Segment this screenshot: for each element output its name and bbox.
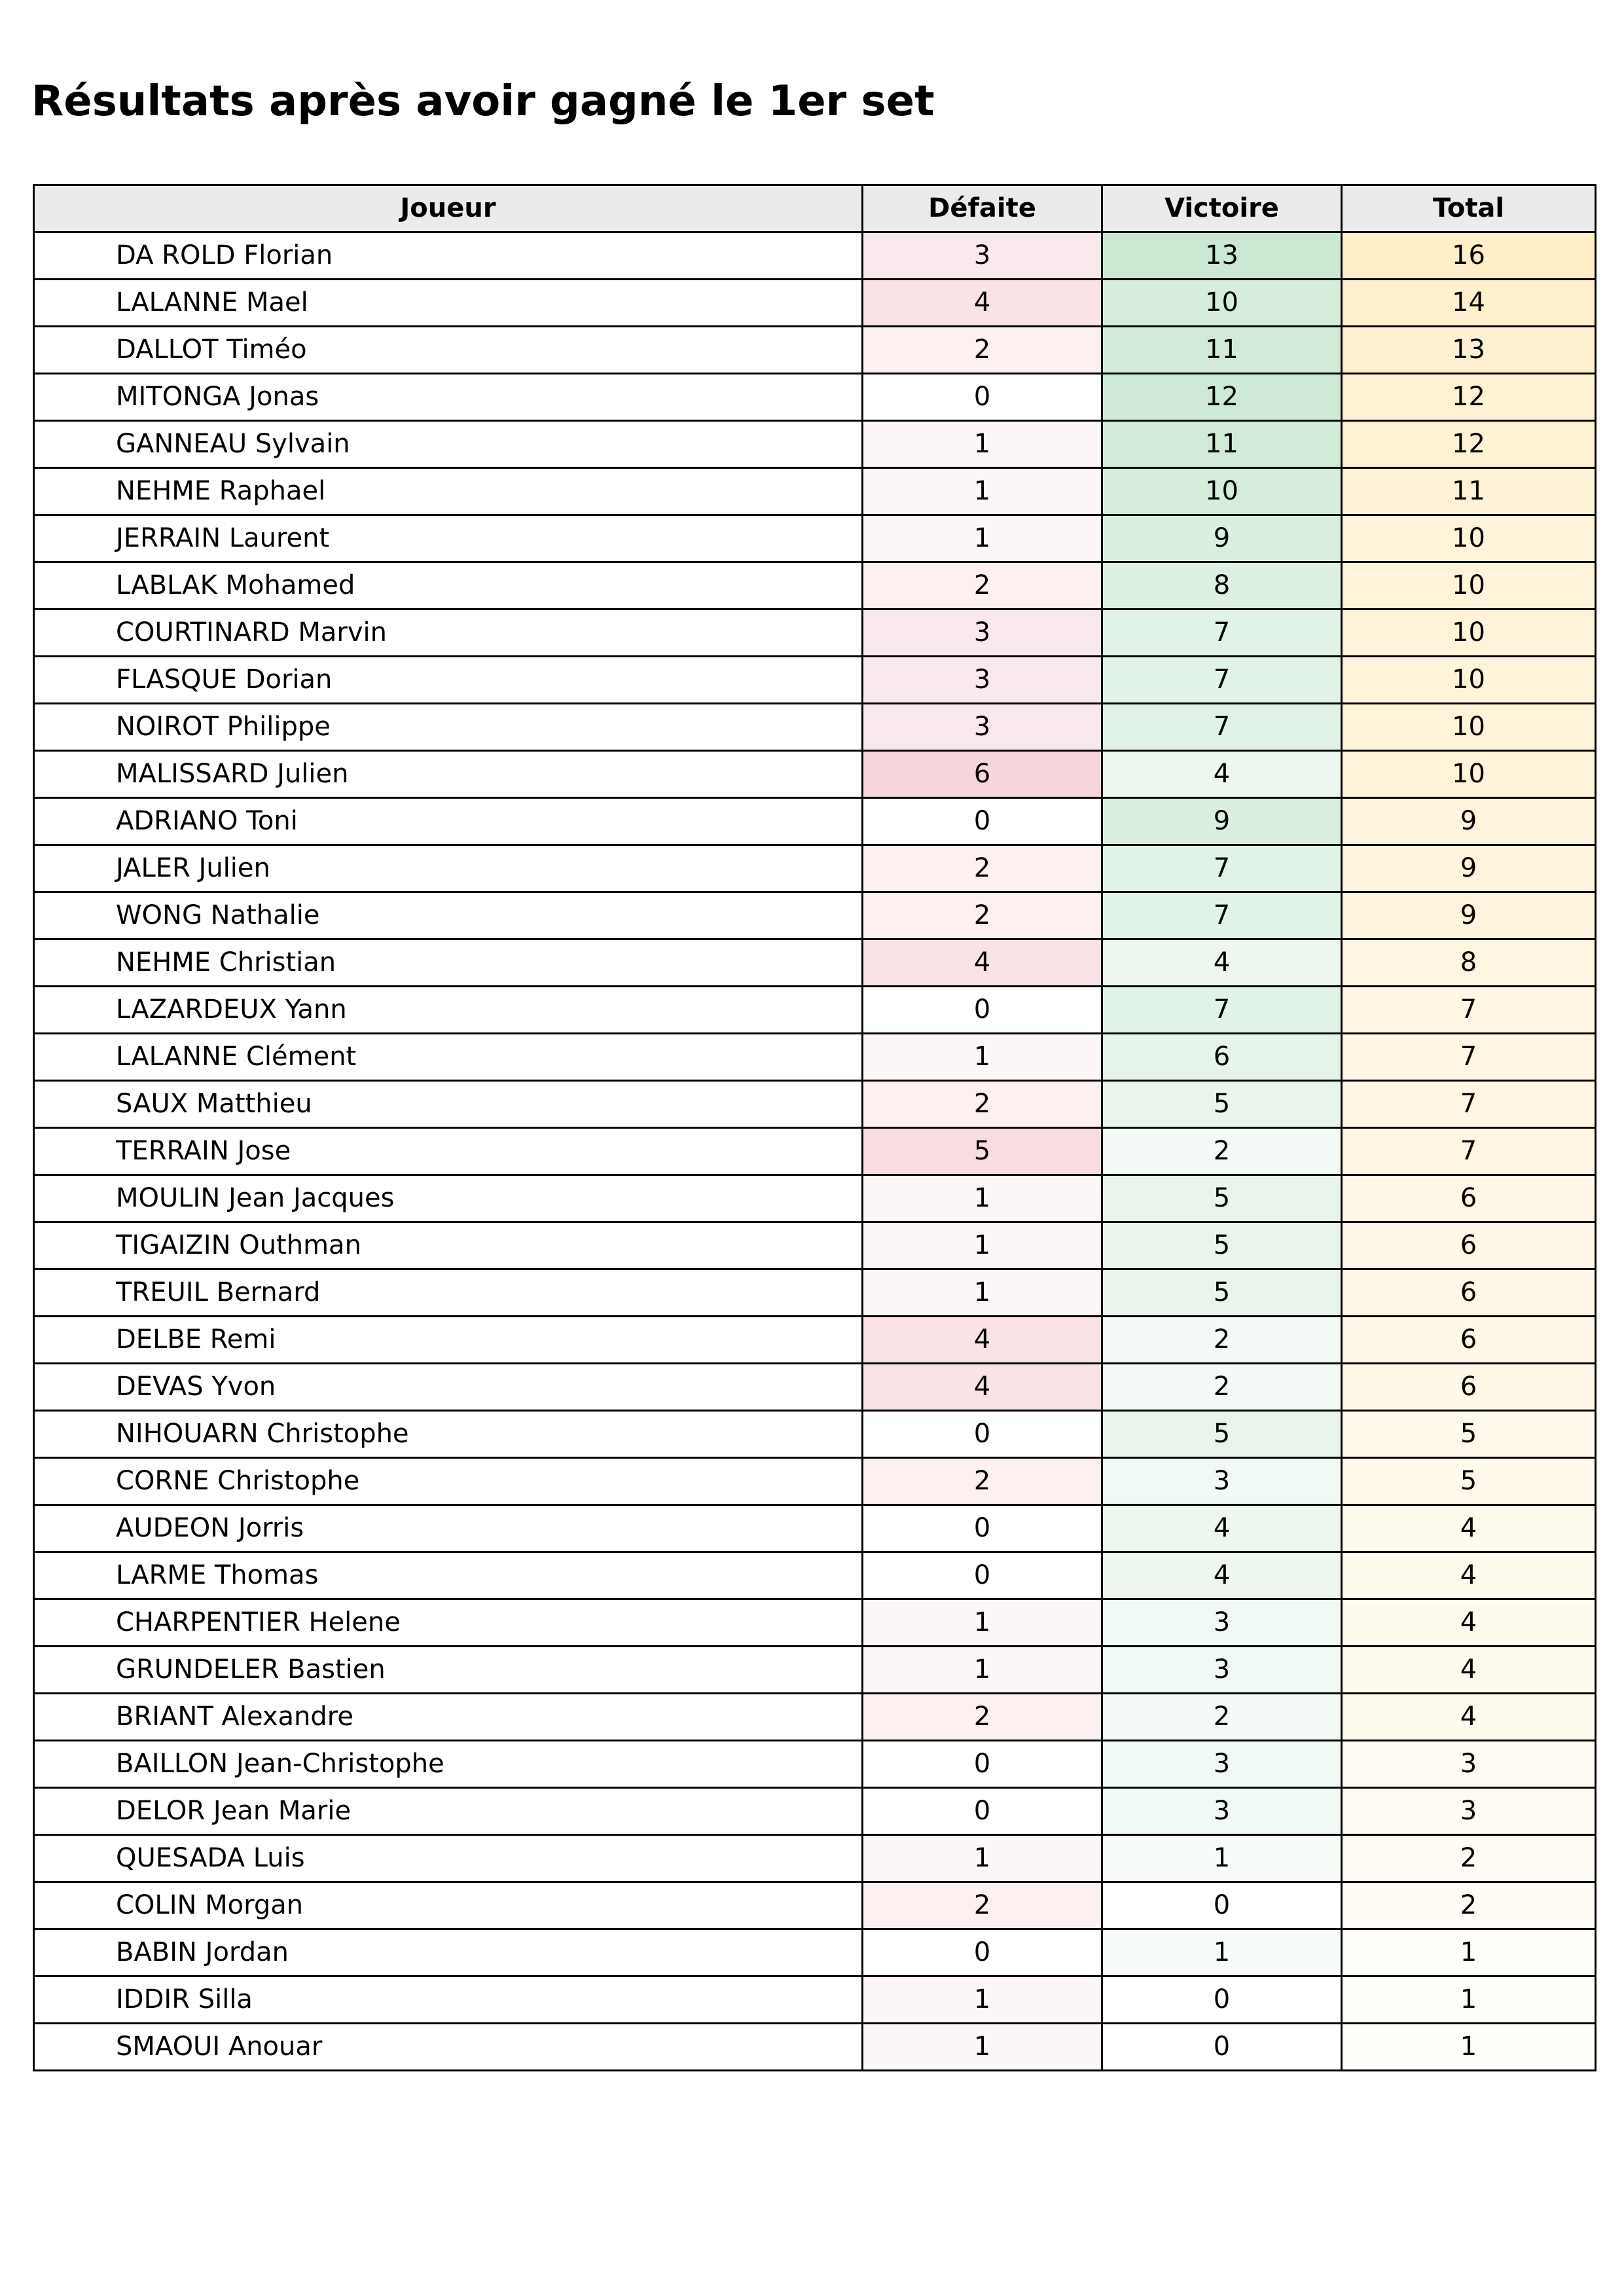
table-row (34, 1929, 1596, 1977)
cell-total: 6 (1342, 1269, 1596, 1317)
table-row (34, 1175, 1596, 1222)
cell-defaite: 4 (863, 939, 1102, 987)
cell-defaite: 2 (863, 327, 1102, 374)
cell-joueur: DA ROLD Florian (34, 232, 863, 280)
cell-defaite: 5 (863, 1128, 1102, 1175)
cell-joueur: MALISSARD Julien (34, 751, 863, 798)
cell-total: 7 (1342, 1081, 1596, 1128)
cell-victoire: 11 (1102, 421, 1342, 468)
results-table (33, 184, 1597, 2071)
table-row (34, 1694, 1596, 1741)
cell-joueur: JERRAIN Laurent (34, 515, 863, 562)
cell-joueur: LABLAK Mohamed (34, 562, 863, 610)
cell-defaite: 4 (863, 1364, 1102, 1411)
table-row (34, 1411, 1596, 1458)
cell-joueur: NIHOUARN Christophe (34, 1411, 863, 1458)
table-row (34, 515, 1596, 562)
cell-defaite: 1 (863, 1034, 1102, 1081)
table-row (34, 1081, 1596, 1128)
table-row (34, 2024, 1596, 2071)
cell-joueur: WONG Nathalie (34, 892, 863, 939)
table-row (34, 1269, 1596, 1317)
cell-victoire: 0 (1102, 1882, 1342, 1929)
cell-victoire: 13 (1102, 232, 1342, 280)
cell-joueur: GRUNDELER Bastien (34, 1647, 863, 1694)
table-row (34, 1034, 1596, 1081)
cell-total: 6 (1342, 1317, 1596, 1364)
cell-defaite: 4 (863, 280, 1102, 327)
table-row (34, 610, 1596, 657)
table-header-row (34, 185, 1596, 232)
table-row (34, 1458, 1596, 1505)
cell-defaite: 0 (863, 1552, 1102, 1599)
cell-joueur: LARME Thomas (34, 1552, 863, 1599)
cell-defaite: 3 (863, 232, 1102, 280)
cell-total: 9 (1342, 892, 1596, 939)
cell-victoire: 1 (1102, 1835, 1342, 1882)
cell-defaite: 0 (863, 1741, 1102, 1788)
cell-joueur: BABIN Jordan (34, 1929, 863, 1977)
cell-joueur: COURTINARD Marvin (34, 610, 863, 657)
cell-joueur: NOIROT Philippe (34, 704, 863, 751)
cell-joueur: DELOR Jean Marie (34, 1788, 863, 1835)
table-row (34, 1647, 1596, 1694)
column-header-joueur: Joueur (34, 185, 863, 232)
cell-total: 4 (1342, 1694, 1596, 1741)
cell-total: 6 (1342, 1222, 1596, 1269)
cell-joueur: FLASQUE Dorian (34, 657, 863, 704)
cell-total: 7 (1342, 1128, 1596, 1175)
cell-victoire: 5 (1102, 1175, 1342, 1222)
column-header-defaite: Défaite (863, 185, 1102, 232)
table-row (34, 1788, 1596, 1835)
cell-total: 1 (1342, 1977, 1596, 2024)
cell-victoire: 0 (1102, 2024, 1342, 2071)
cell-victoire: 3 (1102, 1458, 1342, 1505)
cell-defaite: 3 (863, 704, 1102, 751)
cell-victoire: 4 (1102, 751, 1342, 798)
cell-defaite: 2 (863, 892, 1102, 939)
cell-joueur: IDDIR Silla (34, 1977, 863, 2024)
cell-defaite: 6 (863, 751, 1102, 798)
cell-total: 7 (1342, 1034, 1596, 1081)
cell-victoire: 5 (1102, 1081, 1342, 1128)
cell-victoire: 4 (1102, 1552, 1342, 1599)
table-row (34, 704, 1596, 751)
column-header-total: Total (1342, 185, 1596, 232)
cell-joueur: TIGAIZIN Outhman (34, 1222, 863, 1269)
cell-total: 10 (1342, 751, 1596, 798)
cell-victoire: 7 (1102, 845, 1342, 892)
cell-defaite: 4 (863, 1317, 1102, 1364)
table-row (34, 939, 1596, 987)
cell-total: 8 (1342, 939, 1596, 987)
cell-total: 6 (1342, 1364, 1596, 1411)
cell-joueur: TREUIL Bernard (34, 1269, 863, 1317)
cell-total: 16 (1342, 232, 1596, 280)
cell-joueur: COLIN Morgan (34, 1882, 863, 1929)
cell-victoire: 3 (1102, 1741, 1342, 1788)
cell-joueur: SMAOUI Anouar (34, 2024, 863, 2071)
table-row (34, 468, 1596, 515)
cell-total: 4 (1342, 1505, 1596, 1552)
cell-victoire: 3 (1102, 1788, 1342, 1835)
table-row (34, 1364, 1596, 1411)
cell-joueur: JALER Julien (34, 845, 863, 892)
cell-joueur: DELBE Remi (34, 1317, 863, 1364)
cell-total: 1 (1342, 2024, 1596, 2071)
cell-victoire: 4 (1102, 939, 1342, 987)
cell-total: 7 (1342, 987, 1596, 1034)
cell-total: 2 (1342, 1882, 1596, 1929)
cell-total: 9 (1342, 798, 1596, 845)
table-row (34, 1128, 1596, 1175)
cell-total: 5 (1342, 1411, 1596, 1458)
cell-total: 4 (1342, 1599, 1596, 1647)
cell-victoire: 8 (1102, 562, 1342, 610)
cell-joueur: LALANNE Clément (34, 1034, 863, 1081)
cell-defaite: 3 (863, 657, 1102, 704)
cell-victoire: 7 (1102, 987, 1342, 1034)
cell-defaite: 0 (863, 374, 1102, 421)
cell-victoire: 3 (1102, 1647, 1342, 1694)
table-row (34, 232, 1596, 280)
cell-total: 2 (1342, 1835, 1596, 1882)
cell-defaite: 1 (863, 1269, 1102, 1317)
cell-total: 6 (1342, 1175, 1596, 1222)
cell-defaite: 0 (863, 1929, 1102, 1977)
cell-total: 3 (1342, 1741, 1596, 1788)
cell-joueur: CHARPENTIER Helene (34, 1599, 863, 1647)
cell-total: 1 (1342, 1929, 1596, 1977)
cell-victoire: 5 (1102, 1222, 1342, 1269)
table-row (34, 1977, 1596, 2024)
cell-victoire: 2 (1102, 1694, 1342, 1741)
cell-defaite: 1 (863, 1647, 1102, 1694)
cell-total: 10 (1342, 610, 1596, 657)
cell-total: 13 (1342, 327, 1596, 374)
cell-victoire: 3 (1102, 1599, 1342, 1647)
cell-defaite: 3 (863, 610, 1102, 657)
cell-total: 10 (1342, 515, 1596, 562)
column-header-victoire: Victoire (1102, 185, 1342, 232)
cell-victoire: 2 (1102, 1317, 1342, 1364)
cell-total: 10 (1342, 657, 1596, 704)
cell-joueur: ADRIANO Toni (34, 798, 863, 845)
table-row (34, 657, 1596, 704)
cell-defaite: 2 (863, 1882, 1102, 1929)
cell-victoire: 7 (1102, 610, 1342, 657)
cell-defaite: 2 (863, 562, 1102, 610)
table-row (34, 1222, 1596, 1269)
cell-victoire: 9 (1102, 515, 1342, 562)
table-row (34, 1599, 1596, 1647)
cell-joueur: DEVAS Yvon (34, 1364, 863, 1411)
cell-victoire: 6 (1102, 1034, 1342, 1081)
table-row (34, 1835, 1596, 1882)
table-row (34, 421, 1596, 468)
page-title: Résultats après avoir gagné le 1er set (31, 77, 935, 126)
cell-defaite: 2 (863, 1694, 1102, 1741)
cell-joueur: CORNE Christophe (34, 1458, 863, 1505)
table-body (34, 232, 1596, 2071)
cell-joueur: GANNEAU Sylvain (34, 421, 863, 468)
table-row (34, 1317, 1596, 1364)
cell-total: 10 (1342, 704, 1596, 751)
cell-victoire: 1 (1102, 1929, 1342, 1977)
cell-defaite: 0 (863, 1411, 1102, 1458)
cell-victoire: 4 (1102, 1505, 1342, 1552)
cell-victoire: 7 (1102, 704, 1342, 751)
cell-victoire: 7 (1102, 657, 1342, 704)
table-row (34, 892, 1596, 939)
cell-total: 12 (1342, 421, 1596, 468)
cell-total: 4 (1342, 1647, 1596, 1694)
cell-defaite: 1 (863, 421, 1102, 468)
cell-total: 4 (1342, 1552, 1596, 1599)
cell-defaite: 1 (863, 515, 1102, 562)
table-row (34, 1741, 1596, 1788)
cell-total: 10 (1342, 562, 1596, 610)
table-row (34, 1552, 1596, 1599)
table-row (34, 1882, 1596, 1929)
cell-defaite: 0 (863, 1505, 1102, 1552)
cell-joueur: DALLOT Timéo (34, 327, 863, 374)
cell-victoire: 7 (1102, 892, 1342, 939)
cell-total: 3 (1342, 1788, 1596, 1835)
cell-total: 9 (1342, 845, 1596, 892)
cell-joueur: TERRAIN Jose (34, 1128, 863, 1175)
cell-joueur: AUDEON Jorris (34, 1505, 863, 1552)
cell-victoire: 5 (1102, 1411, 1342, 1458)
table-row (34, 327, 1596, 374)
table-row (34, 845, 1596, 892)
cell-joueur: BAILLON Jean-Christophe (34, 1741, 863, 1788)
cell-victoire: 11 (1102, 327, 1342, 374)
cell-total: 12 (1342, 374, 1596, 421)
cell-joueur: QUESADA Luis (34, 1835, 863, 1882)
table-row (34, 1505, 1596, 1552)
cell-total: 14 (1342, 280, 1596, 327)
cell-victoire: 12 (1102, 374, 1342, 421)
cell-joueur: MOULIN Jean Jacques (34, 1175, 863, 1222)
cell-defaite: 1 (863, 1977, 1102, 2024)
table-row (34, 374, 1596, 421)
cell-defaite: 1 (863, 1835, 1102, 1882)
cell-victoire: 9 (1102, 798, 1342, 845)
cell-defaite: 1 (863, 1175, 1102, 1222)
cell-defaite: 1 (863, 1599, 1102, 1647)
cell-defaite: 0 (863, 1788, 1102, 1835)
cell-joueur: SAUX Matthieu (34, 1081, 863, 1128)
cell-joueur: LAZARDEUX Yann (34, 987, 863, 1034)
cell-joueur: LALANNE Mael (34, 280, 863, 327)
cell-joueur: BRIANT Alexandre (34, 1694, 863, 1741)
cell-victoire: 2 (1102, 1128, 1342, 1175)
cell-total: 5 (1342, 1458, 1596, 1505)
table-row (34, 280, 1596, 327)
cell-victoire: 10 (1102, 280, 1342, 327)
cell-defaite: 1 (863, 1222, 1102, 1269)
cell-total: 11 (1342, 468, 1596, 515)
cell-defaite: 2 (863, 1081, 1102, 1128)
cell-defaite: 0 (863, 798, 1102, 845)
cell-defaite: 2 (863, 845, 1102, 892)
cell-victoire: 5 (1102, 1269, 1342, 1317)
cell-victoire: 10 (1102, 468, 1342, 515)
cell-defaite: 1 (863, 468, 1102, 515)
table-row (34, 798, 1596, 845)
table-row (34, 751, 1596, 798)
cell-defaite: 2 (863, 1458, 1102, 1505)
cell-defaite: 1 (863, 2024, 1102, 2071)
cell-joueur: NEHME Raphael (34, 468, 863, 515)
cell-defaite: 0 (863, 987, 1102, 1034)
table-row (34, 562, 1596, 610)
table-row (34, 987, 1596, 1034)
cell-victoire: 2 (1102, 1364, 1342, 1411)
cell-joueur: NEHME Christian (34, 939, 863, 987)
cell-joueur: MITONGA Jonas (34, 374, 863, 421)
cell-victoire: 0 (1102, 1977, 1342, 2024)
